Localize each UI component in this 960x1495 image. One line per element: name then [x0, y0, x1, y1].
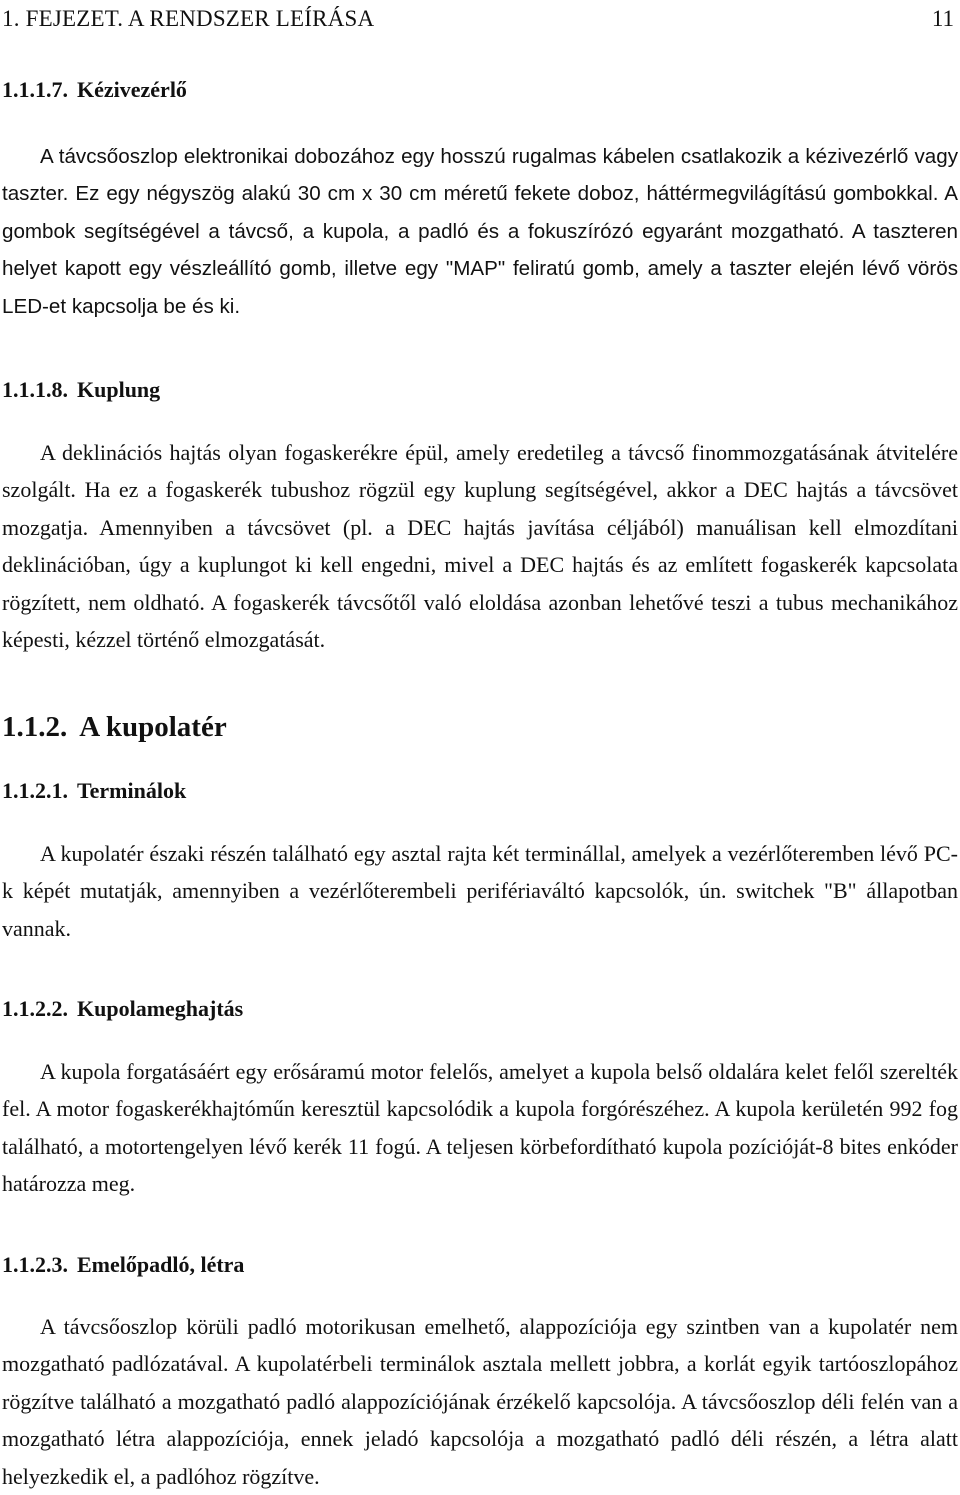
- section-heading-kupolameghajtas: [2, 994, 243, 1024]
- section-number: 1.1.1.7.: [2, 77, 68, 102]
- section-heading-emelopadlo: [2, 1250, 244, 1280]
- section-heading-terminalok: [2, 776, 186, 806]
- page-number: 11: [931, 6, 954, 31]
- chapter-title: 1. FEJEZET. A RENDSZER LEÍRÁSA: [2, 6, 375, 31]
- section-title: A kupolatér: [79, 711, 227, 743]
- section-number: 1.1.2.2.: [2, 996, 68, 1021]
- paragraph-kezivezerlo: A távcsőoszlop elektronikai dobozához egy hosszú rugalmas kábelen csatlakozik a kézivezérlő vagy taszter. Ez egy négyszög alakú 30 cm x 30 cm méretű fekete doboz, háttérmegvilágítású gombokkal. A gombok segítségével a távcső, a kupola, a padló és a fokuszírózó egyaránt mozgatható. A taszteren helyet kapott egy vészleállító gomb, illetve egy "MAP" feliratú gomb, amely a taszter elején lévő vörös LED-et kapcsolja be és ki.: [2, 145, 958, 318]
- section-number: 1.1.2.1.: [2, 778, 68, 803]
- section-heading-kuplung: [2, 375, 160, 405]
- paragraph-terminalok: A kupolatér északi részén található egy asztal rajta két terminállal, amelyek a vezérlőteremben lévő PC-k képét mutatják, amennyiben a vezérlőterembeli perifériaváltó kapcsolók, ún. switchek "B" állapotban vannak.: [2, 841, 958, 941]
- running-header: [2, 4, 958, 34]
- paragraph-kuplung: A deklinációs hajtás olyan fogaskerékre épül, amely eredetileg a távcső finommozgatásának átvitelére szolgált. Ha ez a fogaskerék tubushoz rögzül egy kuplung segítségével, akkor a DEC hajtás a távcsövet mozgatja. Amennyiben a távcsövet (pl. a DEC hajtás javítása céljából) manuálisan kell elmozdítani deklinációban, úgy a kuplungot ki kell engedni, mivel a DEC hajtás és az említett fogaskerék kapcsolata rögzített, nem oldható. A fogaskerék távcsőtől való eloldása azonban lehetővé teszi a tubus mechanikához képesti, kézzel történő elmozgatását.: [2, 440, 958, 653]
- paragraph-emelopadlo: A távcsőoszlop körüli padló motorikusan emelhető, alappozíciója egy szintben van a kupolatér nem mozgatható padlózatával. A kupolatérbeli terminálok asztala mellett jobbra, a korlát egyik tartóoszlopához rögzítve található a mozgatható padló alappozíciójának érzékelő kapcsolója. A távcsőoszlop déli felén van a mozgatható létra alappozíciója, ennek jeladó kapcsolója a mozgatható padló déli részén, a létra alatt helyezkedik el, a padlóhoz rögzítve.: [2, 1314, 958, 1489]
- paragraph-kupolameghajtas: A kupola forgatásáért egy erősáramú motor felelős, amelyet a kupola belső oldalára kelet felől szerelték fel. A motor fogaskerékhajtóműn keresztül kapcsolódik a kupola forgórészéhez. A kupola kerületén 992 fog található, a motortengelyen lévő kerék 11 fogú. A teljesen körbefordítható kupola pozícióját-8 bites enkóder határozza meg.: [2, 1059, 958, 1197]
- section-heading-kupolater: [2, 709, 227, 745]
- section-title: Terminálok: [77, 778, 187, 803]
- section-title: Kuplung: [77, 377, 161, 402]
- section-number: 1.1.2.3.: [2, 1252, 68, 1277]
- section-number: 1.1.1.8.: [2, 377, 68, 402]
- section-heading-kezivezerlo: [2, 75, 187, 105]
- section-title: Kupolameghajtás: [77, 996, 244, 1021]
- section-number: 1.1.2.: [2, 711, 68, 743]
- section-title: Kézivezérlő: [77, 77, 187, 102]
- section-title: Emelőpadló, létra: [77, 1252, 245, 1277]
